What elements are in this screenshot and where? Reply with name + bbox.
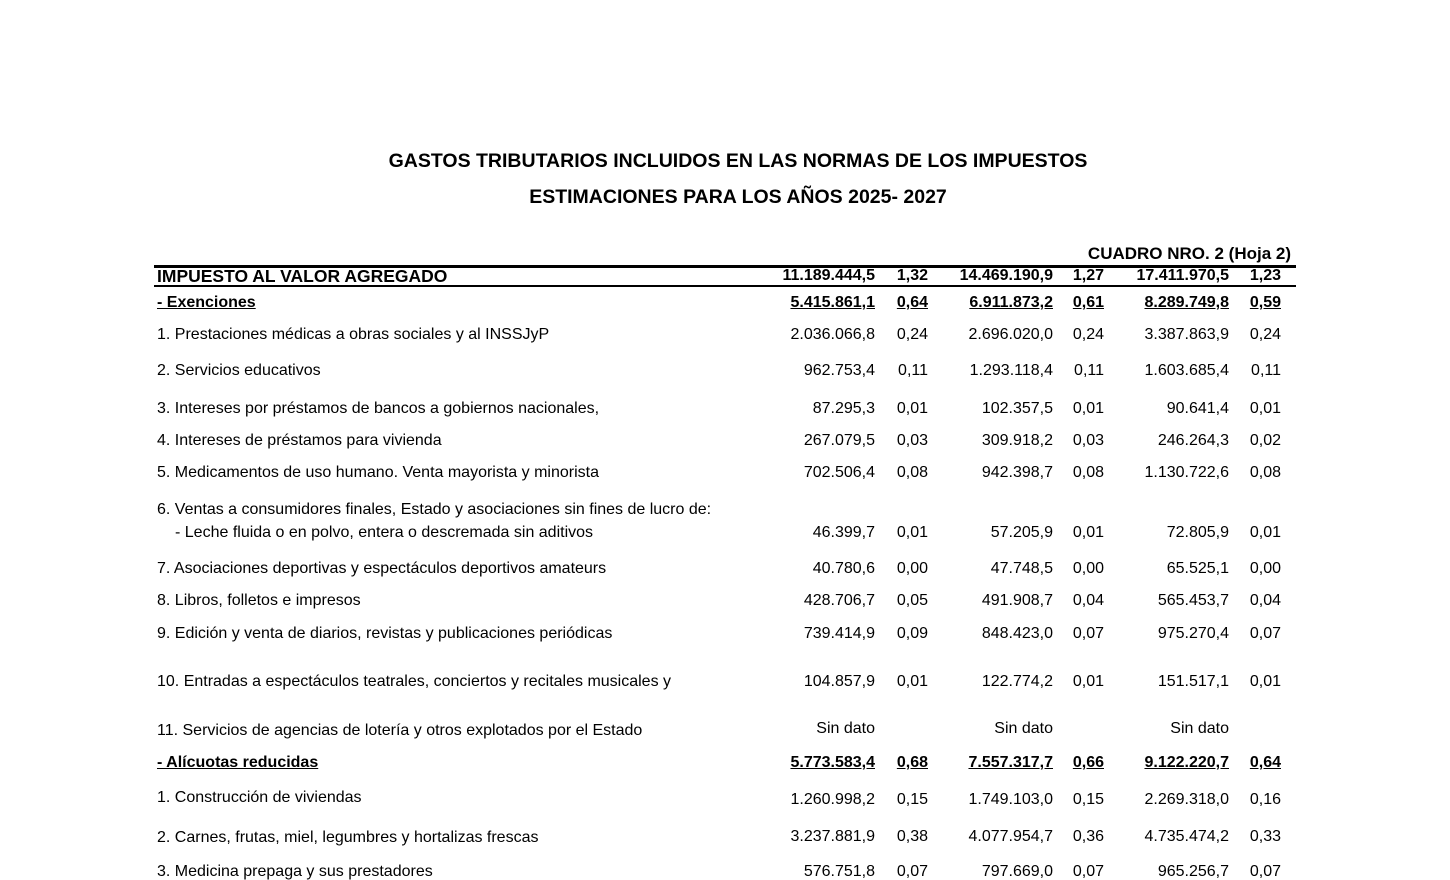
value-2027: 3.387.863,9 [1144, 326, 1229, 343]
pct-2025: 0,38 [896, 828, 928, 845]
value-2026: 122.774,2 [981, 673, 1053, 690]
pct-2025: 0,11 [898, 362, 928, 379]
value-2026: 14.469.190,9 [959, 267, 1053, 284]
value-2027: 565.453,7 [1157, 592, 1229, 609]
table-row-total [0, 265, 1450, 287]
table-row [0, 671, 1450, 693]
value-2026: 2.696.020,0 [968, 326, 1053, 343]
row-label: 4. Intereses de préstamos para vivienda [157, 432, 442, 449]
pct-2027: 0,02 [1249, 432, 1281, 449]
pct-2026: 0,11 [1074, 362, 1104, 379]
value-2025: 11.189.444,5 [782, 267, 875, 284]
pct-2027: 0,11 [1251, 362, 1281, 379]
pct-2027: 0,04 [1249, 592, 1281, 609]
pct-2025: 0,00 [896, 560, 928, 577]
pct-2026: 0,66 [1072, 754, 1104, 771]
pct-2026: 0,07 [1072, 863, 1104, 880]
table-row [0, 462, 1450, 484]
value-2027: 65.525,1 [1166, 560, 1229, 577]
pct-2025: 0,01 [896, 524, 928, 541]
table-row [0, 324, 1450, 346]
row-label: - Leche fluida o en polvo, entera o descremada sin aditivos [175, 524, 594, 541]
pct-2027: 0,24 [1249, 326, 1281, 343]
pct-2025: 0,09 [896, 625, 928, 642]
pct-2025: 0,03 [896, 432, 928, 449]
pct-2027: 0,07 [1249, 625, 1281, 642]
value-2026: 7.557.317,7 [968, 754, 1053, 771]
value-2025: 1.260.998,2 [790, 791, 875, 808]
pct-2025: 1,32 [896, 267, 928, 284]
value-2025: 2.036.066,8 [790, 326, 875, 343]
row-label: 3. Intereses por préstamos de bancos a gobiernos nacionales, [157, 400, 600, 417]
value-2026: 1.749.103,0 [968, 791, 1053, 808]
table-row [0, 861, 1450, 880]
value-2027: 2.269.318,0 [1144, 791, 1229, 808]
row-label: 8. Libros, folletos e impresos [157, 592, 361, 609]
document-title: GASTOS TRIBUTARIOS INCLUIDOS EN LAS NORMAS DE LOS IMPUESTOS [388, 150, 1088, 172]
pct-2026: 0,04 [1072, 592, 1104, 609]
table-identifier: CUADRO NRO. 2 (Hoja 2) [1087, 244, 1291, 263]
value-2026: 309.918,2 [981, 432, 1053, 449]
pct-2027: 0,07 [1249, 863, 1281, 880]
pct-2026: 1,27 [1072, 267, 1104, 284]
pct-2026: 0,01 [1072, 400, 1104, 417]
document-subtitle: ESTIMACIONES PARA LOS AÑOS 2025- 2027 [529, 186, 947, 208]
row-label: 6. Ventas a consumidores finales, Estado y asociaciones sin fines de lucro de: [157, 501, 712, 518]
value-2027: 90.641,4 [1166, 400, 1229, 417]
value-2026: 47.748,5 [990, 560, 1053, 577]
row-label: 2. Servicios educativos [157, 362, 321, 379]
pct-2026: 0,61 [1072, 294, 1104, 311]
table-row [0, 623, 1450, 645]
pct-2025: 0,64 [896, 294, 928, 311]
table-row [0, 430, 1450, 452]
pct-2027: 0,59 [1249, 294, 1281, 311]
value-2026: 1.293.118,4 [969, 362, 1053, 379]
pct-2026: 0,07 [1072, 625, 1104, 642]
row-label: 10. Entradas a espectáculos teatrales, conciertos y recitales musicales y [157, 673, 672, 690]
row-label: 11. Servicios de agencias de lotería y otros explotados por el Estado [157, 722, 643, 739]
pct-2025: 0,01 [896, 673, 928, 690]
value-2025: 428.706,7 [803, 592, 875, 609]
table-row [0, 826, 1450, 848]
value-2027: 8.289.749,8 [1144, 294, 1229, 311]
table-row-section [0, 752, 1450, 774]
value-2027: 9.122.220,7 [1144, 754, 1229, 771]
row-label: 1. Construcción de viviendas [157, 789, 362, 806]
value-2027: 4.735.474,2 [1144, 828, 1229, 845]
value-2027: 72.805,9 [1166, 524, 1229, 541]
value-2026: 4.077.954,7 [968, 828, 1053, 845]
value-2026: 6.911.873,2 [969, 294, 1053, 311]
table-row [0, 558, 1450, 580]
value-2027: 1.130.722,6 [1144, 464, 1229, 481]
value-2025: 5.415.861,1 [790, 294, 875, 311]
pct-2026: 0,15 [1072, 791, 1104, 808]
table-row-group-heading [0, 499, 1450, 521]
row-label: 3. Medicina prepaga y sus prestadores [157, 863, 433, 880]
pct-2025: 0,15 [896, 791, 928, 808]
value-2026: 797.669,0 [981, 863, 1053, 880]
value-2025: 702.506,4 [803, 464, 875, 481]
value-2027: 246.264,3 [1157, 432, 1229, 449]
value-2027: 975.270,4 [1157, 625, 1229, 642]
pct-2027: 0,08 [1249, 464, 1281, 481]
pct-2025: 0,05 [896, 592, 928, 609]
value-2025: 40.780,6 [812, 560, 875, 577]
row-label: 1. Prestaciones médicas a obras sociales y al INSSJyP [157, 326, 550, 343]
pct-2025: 0,08 [896, 464, 928, 481]
section-label: - Alícuotas reducidas [157, 754, 319, 771]
pct-2027: 0,00 [1249, 560, 1281, 577]
section-label: - Exenciones [157, 294, 256, 311]
row-label: 9. Edición y venta de diarios, revistas y publicaciones periódicas [157, 625, 613, 642]
pct-2027: 0,16 [1249, 791, 1281, 808]
pct-2026: 0,36 [1072, 828, 1104, 845]
value-2025: 267.079,5 [803, 432, 875, 449]
table-row [0, 789, 1450, 811]
row-label: 7. Asociaciones deportivas y espectáculos deportivos amateurs [157, 560, 607, 577]
pct-2026: 0,01 [1072, 673, 1104, 690]
pct-2027: 0,33 [1249, 828, 1281, 845]
value-2025: Sin dato [816, 720, 875, 737]
pct-2026: 0,24 [1072, 326, 1104, 343]
value-2026: 848.423,0 [981, 625, 1053, 642]
table-row [0, 522, 1450, 544]
value-2026: 491.908,7 [981, 592, 1053, 609]
pct-2027: 0,01 [1249, 400, 1281, 417]
pct-2025: 0,07 [896, 863, 928, 880]
value-2025: 962.753,4 [803, 362, 875, 379]
pct-2026: 0,08 [1072, 464, 1104, 481]
value-2027: Sin dato [1170, 720, 1229, 737]
value-2027: 1.603.685,4 [1144, 362, 1229, 379]
value-2025: 3.237.881,9 [790, 828, 875, 845]
value-2026: 942.398,7 [981, 464, 1053, 481]
pct-2027: 0,01 [1249, 673, 1281, 690]
value-2025: 46.399,7 [812, 524, 875, 541]
value-2026: 102.357,5 [981, 400, 1053, 417]
table-row [0, 590, 1450, 612]
row-label: 2. Carnes, frutas, miel, legumbres y hortalizas frescas [157, 829, 539, 846]
pct-2027: 0,64 [1249, 754, 1281, 771]
row-label: 5. Medicamentos de uso humano. Venta mayorista y minorista [157, 464, 599, 481]
value-2027: 17.411.970,5 [1136, 267, 1229, 284]
row-label: IMPUESTO AL VALOR AGREGADO [157, 266, 448, 286]
value-2025: 739.414,9 [803, 625, 875, 642]
pct-2025: 0,68 [896, 754, 928, 771]
table-row [0, 718, 1450, 740]
value-2025: 5.773.583,4 [790, 754, 875, 771]
value-2026: Sin dato [994, 720, 1053, 737]
pct-2026: 0,03 [1072, 432, 1104, 449]
table-row-section [0, 292, 1450, 314]
pct-2026: 0,01 [1072, 524, 1104, 541]
value-2025: 576.751,8 [803, 863, 875, 880]
pct-2027: 1,23 [1249, 267, 1281, 284]
pct-2027: 0,01 [1249, 524, 1281, 541]
pct-2025: 0,24 [896, 326, 928, 343]
value-2026: 57.205,9 [990, 524, 1053, 541]
pct-2026: 0,00 [1072, 560, 1104, 577]
value-2025: 87.295,3 [812, 400, 875, 417]
pct-2025: 0,01 [896, 400, 928, 417]
table-row [0, 360, 1450, 382]
table-row [0, 398, 1450, 420]
value-2027: 151.517,1 [1157, 673, 1229, 690]
value-2027: 965.256,7 [1157, 863, 1229, 880]
value-2025: 104.857,9 [803, 673, 875, 690]
